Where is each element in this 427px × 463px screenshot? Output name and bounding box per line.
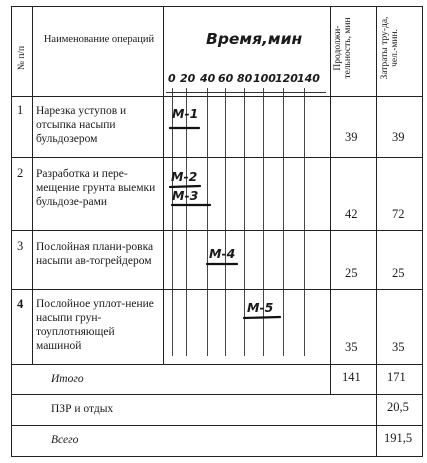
gantt-bar-m2	[170, 186, 200, 187]
labor-value: 25	[392, 266, 405, 280]
total-label: Итого	[51, 373, 84, 385]
total-duration: 141	[342, 370, 361, 384]
operation-name: Нарезка уступов и отсыпка насыпи бульдозером	[36, 105, 127, 145]
time-axis-title: Время,мин	[206, 30, 303, 48]
row-number: 4	[17, 297, 24, 311]
scale-tick-label: 40	[200, 72, 216, 85]
col-no-header: № п/п	[17, 45, 27, 71]
scale-tick-label: 140	[297, 72, 320, 85]
duration-value: 35	[345, 340, 358, 354]
duration-value: 42	[345, 207, 358, 221]
gantt-label: М-1	[172, 106, 199, 121]
duration-value: 25	[345, 266, 358, 280]
scale-tick-label: 120	[275, 72, 298, 85]
scale-tick-label: 0	[168, 72, 176, 85]
col-name-header: Наименование операций	[43, 34, 155, 45]
labor-value: 72	[392, 207, 405, 221]
col-duration-header: Продолжи-тельность, мин	[333, 17, 353, 79]
labor-value: 39	[392, 130, 405, 144]
gantt-label: М-2	[171, 169, 198, 184]
scale-tick-label: 100	[253, 72, 276, 85]
labor-value: 35	[392, 340, 405, 354]
gantt-bar-m5	[244, 317, 280, 318]
grand-total-labor: 191,5	[384, 431, 413, 445]
prep-rest-label: ПЗР и отдых	[51, 403, 114, 415]
grand-total-label: Всего	[51, 434, 79, 446]
scale-tick-label: 20	[180, 72, 196, 85]
total-labor: 171	[387, 370, 406, 384]
row-number: 2	[17, 166, 24, 180]
operation-name: Послойная плани-ровка насыпи ав-тогрейдером	[36, 241, 154, 267]
operation-name: Послойное уплот-нение насыпи грун-тоуплотняющей машиной	[36, 298, 154, 352]
prep-rest-labor: 20,5	[387, 400, 409, 414]
duration-value: 39	[345, 130, 358, 144]
row-number: 1	[17, 103, 24, 117]
col-labor-header: Затраты тру-да, чел.-мин.	[380, 16, 400, 80]
gantt-label: М-4	[209, 246, 236, 261]
gantt-label: М-3	[172, 188, 199, 203]
scale-tick-label: 80	[237, 72, 253, 85]
scale-tick-label: 60	[218, 72, 234, 85]
operation-name: Разработка и пере-мещение грунта выемки бульдозе-рами	[36, 168, 156, 208]
row-number: 3	[17, 239, 24, 253]
gantt-label: М-5	[247, 300, 274, 315]
